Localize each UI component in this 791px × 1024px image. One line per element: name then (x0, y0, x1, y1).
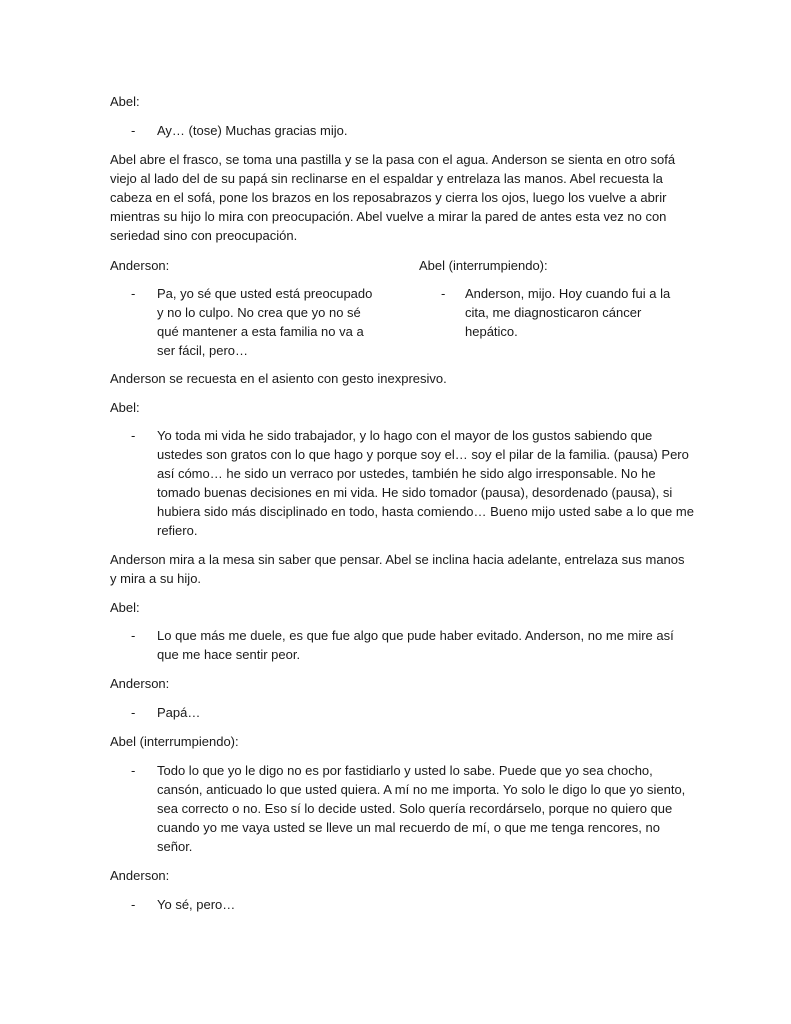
speaker-label: Anderson: (110, 868, 170, 883)
dialogue-line: Yo toda mi vida he sido trabajador, y lo hago con el mayor de los gustos sabiendo que ustedes son gratos con lo que hago y porque soy el… soy el pilar de la familia. (pausa) Pero así cómo… he sido un verraco por ustedes, también he sido algo irresponsable. No he tomado buenas decisiones en mi vida. He sido tomador (pausa), desordenado (pausa), si hubiera sido más disciplinado en todo, hasta comiendo… Bueno mijo usted sabe a lo que me refiero. (157, 428, 694, 538)
dialogue-dash: - (131, 123, 136, 138)
dialogue-dash: - (441, 286, 446, 301)
dialogue-dash: - (131, 763, 136, 778)
dialogue-line: Yo sé, pero… (157, 897, 236, 912)
dialogue-dash: - (131, 897, 136, 912)
speaker-label: Abel (interrumpiendo): (110, 734, 239, 749)
dialogue-line: Ay… (tose) Muchas gracias mijo. (157, 123, 348, 138)
dialogue-line: Todo lo que yo le digo no es por fastidiarlo y usted lo sabe. Puede que yo sea chocho, cansón, anticuado lo que usted quiera. A mí no me importa. Yo solo le digo lo que yo siento, sea correcto o no. Eso sí lo decide usted. Solo quería recordárselo, porque no quiero que cuando yo me vaya usted se lleve un mal recuerdo de mí, o que me tenga rencores, no señor. (157, 763, 686, 854)
speaker-label: Abel (interrumpiendo): (419, 258, 548, 273)
stage-direction: Abel abre el frasco, se toma una pastilla y se la pasa con el agua. Anderson se sienta en otro sofá viejo al lado del de su papá sin reclinarse en el espaldar y entrelaza las manos. Abel recuesta la cabeza en el sofá, pone los brazos en los reposabrazos y cierra los ojos, luego los vuelve a abrir mientras su hijo lo mira con preocupación. Abel vuelve a mirar la pared de antes esta vez no con seriedad sino con preocupación. (110, 152, 676, 243)
dialogue-dash: - (131, 705, 136, 720)
speaker-label: Abel: (110, 400, 140, 415)
dialogue-dash: - (131, 628, 136, 643)
speaker-label: Anderson: (110, 258, 170, 273)
stage-direction: Anderson se recuesta en el asiento con gesto inexpresivo. (110, 371, 447, 386)
dialogue-dash: - (131, 286, 136, 301)
speaker-label: Anderson: (110, 676, 170, 691)
dialogue-line: Papá… (157, 705, 201, 720)
dialogue-line: Lo que más me duele, es que fue algo que pude haber evitado. Anderson, no me mire así que me hace sentir peor. (157, 628, 674, 662)
dialogue-dash: - (131, 428, 136, 443)
speaker-label: Abel: (110, 600, 140, 615)
stage-direction: Anderson mira a la mesa sin saber que pensar. Abel se inclina hacia adelante, entrelaza sus manos y mira a su hijo. (110, 552, 685, 586)
dialogue-line: Pa, yo sé que usted está preocupado y no lo culpo. No crea que yo no sé qué mantener a esta familia no va a ser fácil, pero… (157, 286, 373, 358)
speaker-label: Abel: (110, 94, 140, 109)
dialogue-line: Anderson, mijo. Hoy cuando fui a la cita, me diagnosticaron cáncer hepático. (465, 286, 671, 339)
